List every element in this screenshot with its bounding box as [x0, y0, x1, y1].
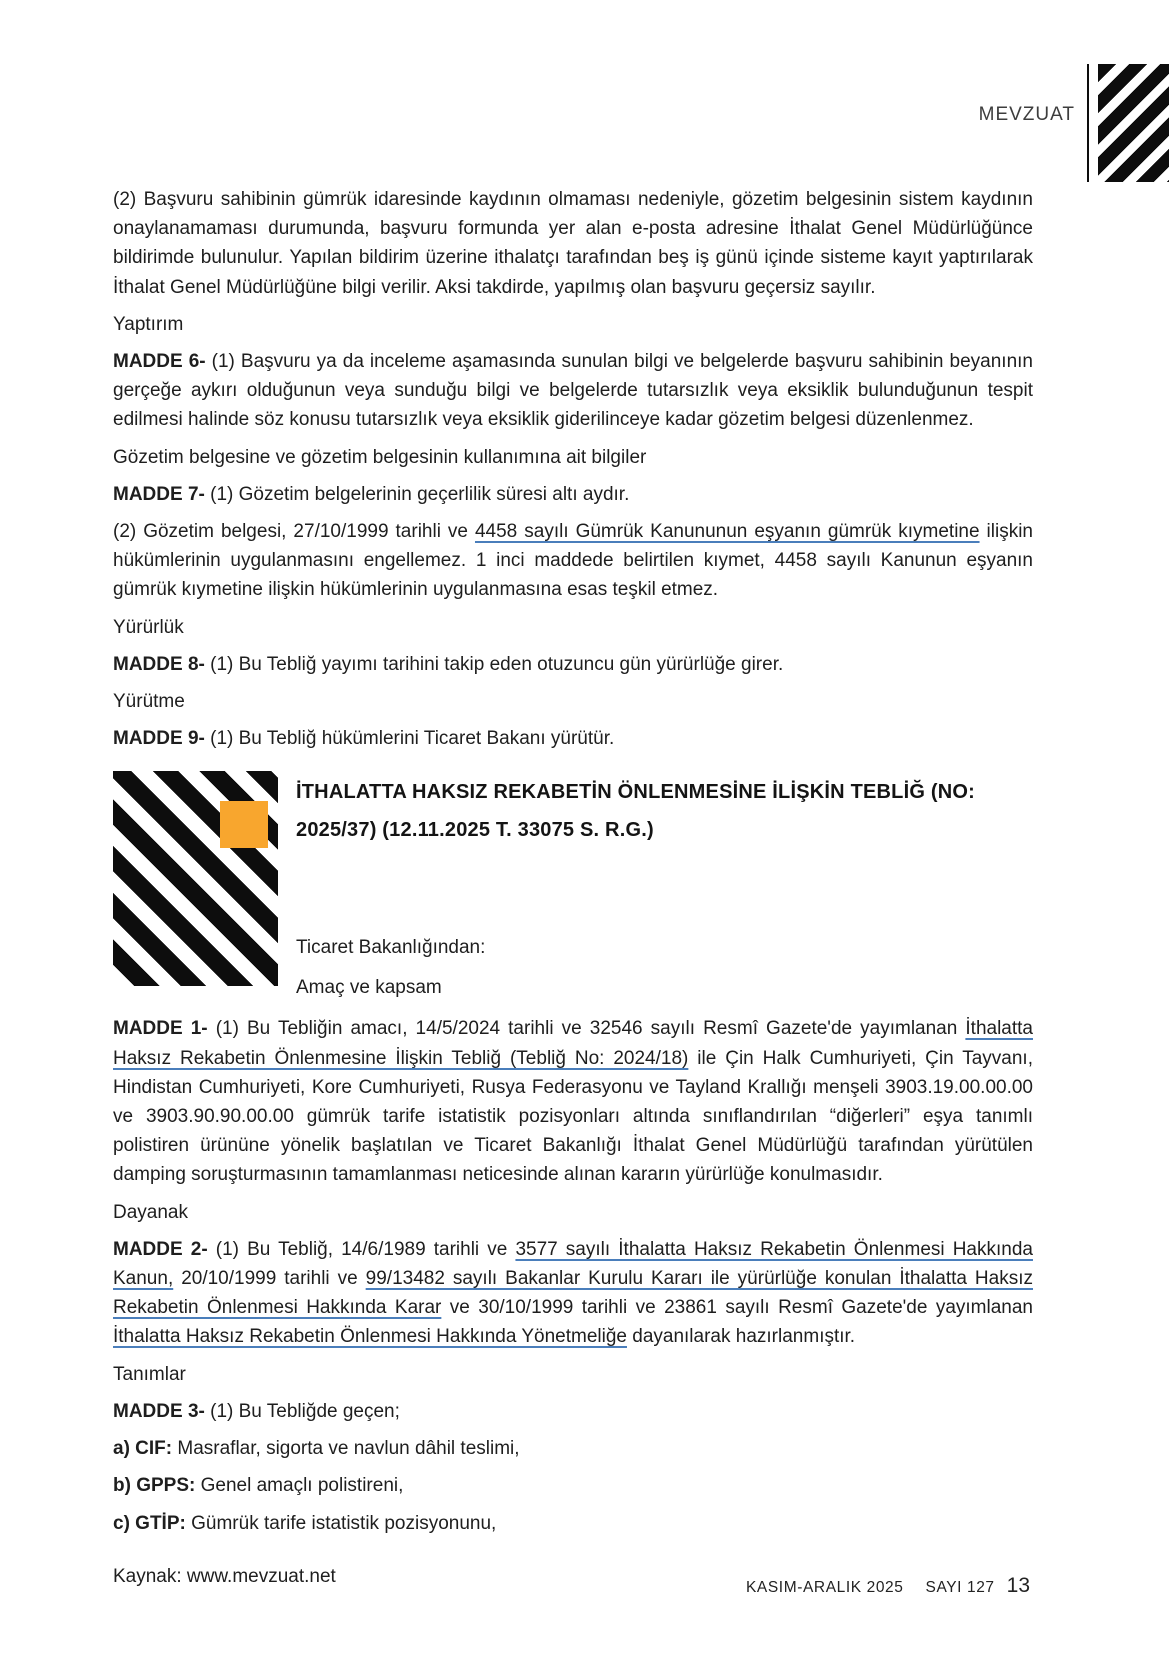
issuing-authority-line: Ticaret Bakanlığından: [296, 937, 486, 959]
bold-run: MADDE 7- [113, 483, 211, 505]
paragraph [113, 650, 1033, 679]
bold-run: MADDE 8- [113, 653, 211, 675]
bold-run: MADDE 3- [113, 1400, 211, 1422]
section-heading [113, 310, 1033, 339]
text-run: Yaptırım [113, 313, 184, 335]
page-footer [746, 1574, 1030, 1598]
text-run: (1) Bu Tebliğde geçen; [210, 1400, 400, 1422]
paragraph [113, 185, 1033, 302]
article1-text [113, 185, 1033, 753]
article2-title: İTHALATTA HAKSIZ REKABETİN ÖNLENMESİNE İLİŞKİN TEBLİĞ (NO: 2025/37) (12.11.2025 T. 33075 S. R.G.) [296, 781, 975, 842]
diagonal-stripes-graphic [113, 771, 278, 986]
paragraph [113, 724, 1033, 753]
bold-run: MADDE 6- [113, 351, 212, 373]
text-run: (1) Başvuru ya da inceleme aşamasında sunulan bilgi ve belgelerde başvuru sahibinin beyanının gerçeğe aykırı olduğunun veya sunduğu bilgi ve belgelerde tutarsızlık veya eksiklik bulunduğunun tespit edilmesi halinde söz konusu tutarsızlık veya eksiklik giderilinceye kadar gözetim belgesi düzenlenmez. [113, 351, 1033, 431]
footer-sayi-label: SAYI 127 [925, 1579, 995, 1596]
text-run: ile Çin Halk Cumhuriyeti, Çin Tayvanı, Hindistan Cumhuriyeti, Kore Cumhuriyeti, Rusya Federasyonu ve Tayland Krallığı menşeli 3903.19.00.00.00 ve 3903.90.90.00.00 gümrük tarife istatistik pozisyonları altında sınıflandırılan “diğerleri” eşya tanımlı polistiren ürününe yönelik başlatılan ve Ticaret Bakanlığı İthalat Genel Müdürlüğü tarafından yürütülen damping soruşturmasının tamamlanması neticesinde alınan kararın yürürlüğe konulmasıdır. [113, 1047, 1033, 1186]
article2-text [113, 1014, 1033, 1537]
bold-run: MADDE 9- [113, 728, 211, 750]
text-run: Gümrük tarife istatistik pozisyonunu, [191, 1512, 497, 1534]
bold-run: MADDE 2- [113, 1238, 216, 1260]
bold-run: a) CIF: [113, 1438, 178, 1460]
diagonal-stripes-icon [1098, 64, 1169, 182]
text-run: (1) Bu Tebliğ hükümlerini Ticaret Bakanı yürütür. [210, 728, 615, 750]
bold-run: MADDE 1- [113, 1018, 216, 1040]
section-heading [113, 613, 1033, 642]
paragraph [113, 347, 1033, 435]
text-run: Tanımlar [113, 1363, 186, 1385]
inline-link[interactable]: İthalatta Haksız Rekabetin Önlenmesine İlişkin Tebliğ (Tebliğ No: 2024/18) [113, 1018, 1033, 1069]
inline-link[interactable]: İthalatta Haksız Rekabetin Önlenmesi Hakkında Yönetmeliğe [113, 1326, 627, 1348]
article2-header [113, 771, 1033, 1002]
inline-link[interactable]: 3577 sayılı İthalatta Haksız Rekabetin Önlenmesi Hakkında Kanun, [113, 1238, 1033, 1290]
footer-page-number: 13 [1006, 1574, 1030, 1597]
paragraph [113, 1434, 1033, 1463]
text-run: Masraflar, sigorta ve navlun dâhil teslimi, [177, 1438, 520, 1460]
section-heading-amac: Amaç ve kapsam [296, 977, 442, 999]
section-label-mevzuat: MEVZUAT [978, 104, 1075, 125]
paragraph [113, 1471, 1033, 1500]
bold-run: b) GPPS: [113, 1475, 201, 1497]
document-body [113, 185, 1033, 1610]
paragraph [113, 1235, 1033, 1352]
paragraph [113, 1509, 1033, 1538]
text-run: 20/10/1999 tarihli ve [173, 1268, 366, 1290]
brand-divider-line [1087, 64, 1089, 182]
text-run: Gözetim belgesine ve gözetim belgesinin kullanımına ait bilgiler [113, 446, 647, 468]
text-run: Dayanak [113, 1201, 188, 1223]
paragraph [113, 480, 1033, 509]
section-heading [113, 443, 1033, 472]
text-run: (2) Gözetim belgesi, 27/10/1999 tarihli ve [113, 521, 475, 543]
paragraph [113, 517, 1033, 605]
paragraph [113, 1014, 1033, 1189]
inline-link[interactable]: 99/13482 sayılı Bakanlar Kurulu Kararı ile yürürlüğe konulan İthalatta Haksız Rekabetin Önlenmesi Hakkında Karar [113, 1268, 1033, 1319]
text-run: (1) Bu Tebliğ yayımı tarihini takip eden otuzuncu gün yürürlüğe girer. [210, 653, 784, 675]
source-line: Kaynak: www.mevzuat.net [113, 1565, 336, 1587]
footer-issue-label: KASIM-ARALIK 2025 [745, 1579, 904, 1596]
article2-header-text [296, 771, 1033, 1002]
text-run: Genel amaçlı polistireni, [200, 1475, 404, 1497]
text-run: Yürürlük [113, 616, 184, 638]
text-run: ilişkin hükümlerinin uygulanmasını engellemez. 1 inci maddede belirtilen kıymet, 4458 sayılı Kanunun eşyanın gümrük kıymetine ilişkin hükümlerinin uygulanmasına esas teşkil etmez. [113, 521, 1033, 601]
section-heading [113, 687, 1033, 716]
text-run: Yürütme [113, 691, 185, 713]
text-run: (1) Bu Tebliğin amacı, 14/5/2024 tarihli ve 32546 sayılı Resmî Gazete'de yayımlanan [215, 1018, 966, 1040]
text-run: (1) Gözetim belgelerinin geçerlilik süresi altı aydır. [210, 483, 630, 505]
section-heading [113, 1360, 1033, 1389]
text-run: (1) Bu Tebliğ, 14/6/1989 tarihli ve [215, 1238, 516, 1260]
text-run: (2) Başvuru sahibinin gümrük idaresinde kaydının olmaması nedeniyle, gözetim belgesinin sistem kaydının onaylanamaması durumunda, başvuru formunda yer alan e-posta adresine İthalat Genel Müdürlüğünce bildirimde bulunulur. Yapılan bildirim üzerine ithalatçı tarafından beş iş günü içinde sisteme kayıt yaptırılarak İthalat Genel Müdürlüğüne bilgi verilir. Aksi takdirde, yapılmış olan başvuru geçersiz sayılır. [113, 189, 1033, 298]
text-run: dayanılarak hazırlanmıştır. [626, 1326, 856, 1348]
inline-link[interactable]: 4458 sayılı Gümrük Kanununun eşyanın gümrük kıymetine [474, 521, 980, 543]
paragraph [113, 1397, 1033, 1426]
orange-square-accent [220, 801, 268, 848]
section-heading [113, 1198, 1033, 1227]
text-run: ve 30/10/1999 tarihli ve 23861 sayılı Resmî Gazete'de yayımlanan [441, 1297, 1033, 1319]
bold-run: c) GTİP: [113, 1512, 192, 1534]
